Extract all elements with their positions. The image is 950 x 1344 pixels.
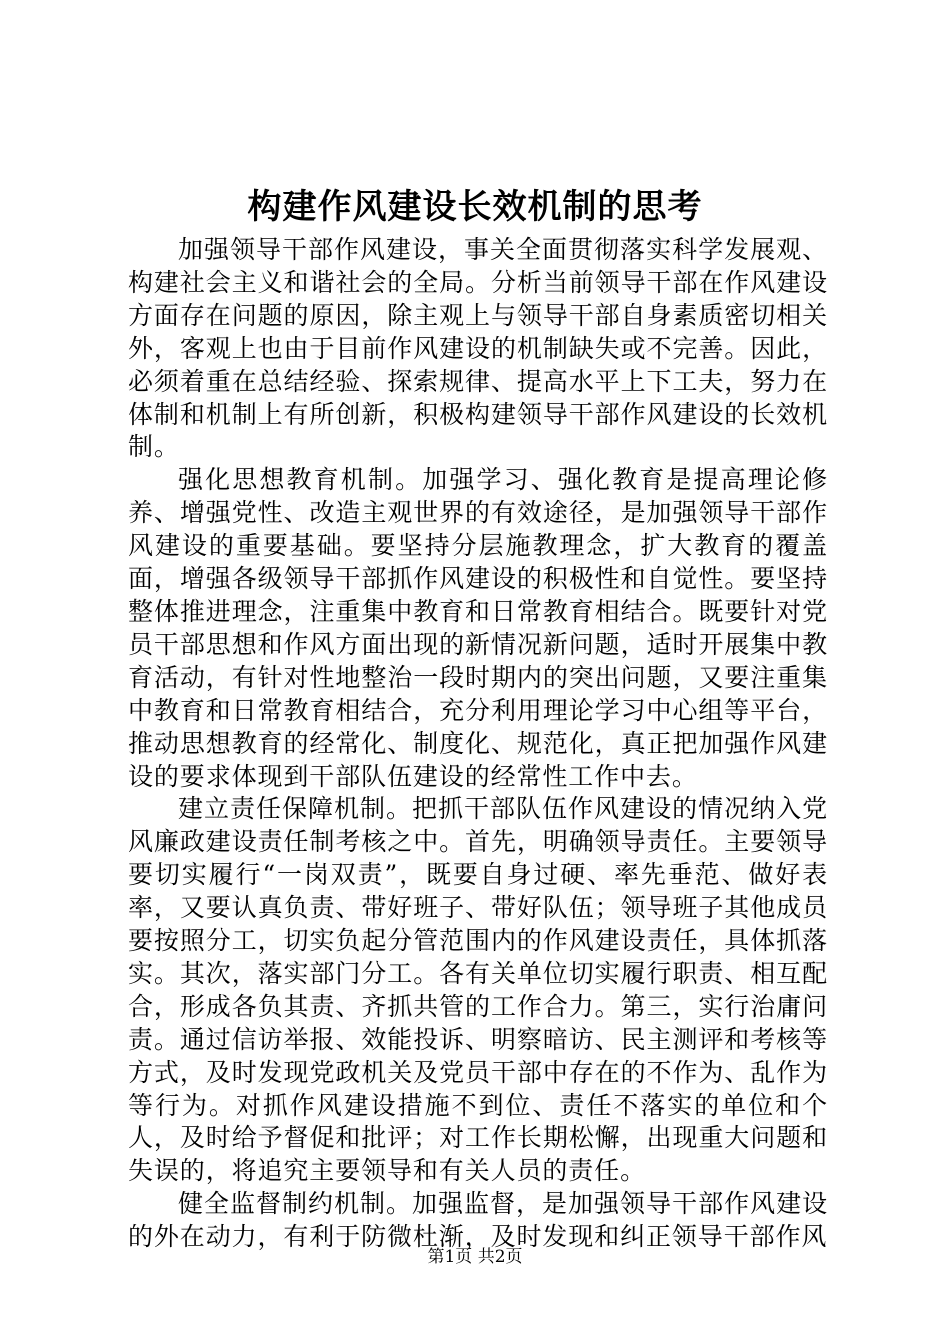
page-number-footer: 第1页 共2页 xyxy=(427,1247,523,1267)
document-title: 构建作风建设长效机制的思考 xyxy=(247,187,703,227)
paragraph-education-mechanism: 强化思想教育机制。加强学习、强化教育是提高理论修养、增强党性、改造主观世界的有效途径，是加强领导干部作风建设的重要基础。要坚持分层施教理念，扩大教育的覆盖面，增强各级领导干部抓作风建设的积极性和自觉性。要坚持整体推进理念，注重集中教育和日常教育相结合。既要针对党员干部思想和作风方面出现的新情况新问题，适时开展集中教育活动，有针对性地整治一段时期内的突出问题，又要注重集中教育和日常教育相结合，充分利用理论学习中心组等平台，推动思想教育的经常化、制度化、规范化，真正把加强作风建设的要求体现到干部队伍建设的经常性工作中去。 xyxy=(128,465,828,791)
paragraph-supervision-mechanism: 健全监督制约机制。加强监督，是加强领导干部作风建设的外在动力，有利于防微杜渐，及时发现和纠正领导干部作风 xyxy=(128,1189,828,1252)
paragraph-intro: 加强领导干部作风建设，事关全面贯彻落实科学发展观、构建社会主义和谐社会的全局。分析当前领导干部在作风建设方面存在问题的原因，除主观上与领导干部自身素质密切相关外，客观上也由于目前作风建设的机制缺失或不完善。因此，必须着重在总结经验、探索规律、提高水平上下工夫，努力在体制和机制上有所创新，积极构建领导干部作风建设的长效机制。 xyxy=(128,235,828,462)
paragraph-responsibility-mechanism: 建立责任保障机制。把抓干部队伍作风建设的情况纳入党风廉政建设责任制考核之中。首先，明确领导责任。主要领导要切实履行“一岗双责”，既要自身过硬、率先垂范、做好表率，又要认真负责、带好班子、带好队伍；领导班子其他成员要按照分工，切实负起分管范围内的作风建设责任，具体抓落实。其次，落实部门分工。各有关单位切实履行职责、相互配合，形成各负其责、齐抓共管的工作合力。第三，实行治庸问责。通过信访举报、效能投诉、明察暗访、民主测评和考核等方式，及时发现党政机关及党员干部中存在的不作为、乱作为等行为。对抓作风建设措施不到位、责任不落实的单位和个人，及时给予督促和批评；对工作长期松懈，出现重大问题和失误的，将追究主要领导和有关人员的责任。 xyxy=(128,794,828,1186)
document-body xyxy=(128,234,828,1254)
